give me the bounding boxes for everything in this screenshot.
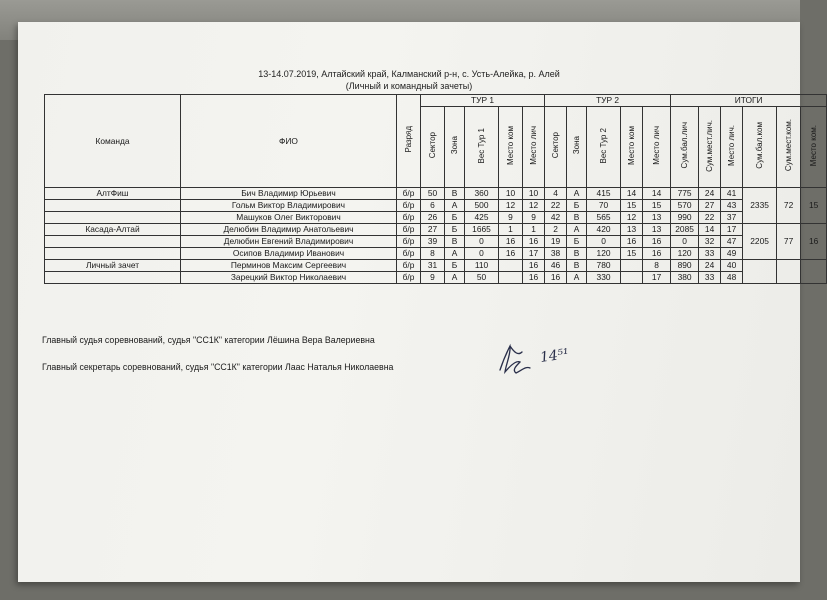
header-zone2: Зона <box>567 107 587 188</box>
rank-cell: б/р <box>397 224 421 236</box>
place-ind2-cell: 16 <box>643 248 671 260</box>
weight1-cell: 500 <box>465 200 499 212</box>
place-ind1-cell: 16 <box>523 272 545 284</box>
team-final-place-cell: 16 <box>801 224 827 260</box>
place-team2-cell <box>621 272 643 284</box>
zone2-cell: В <box>567 248 587 260</box>
name-cell: Делюбин Владимир Анатольевич <box>181 224 397 236</box>
zone2-cell: А <box>567 188 587 200</box>
zone1-cell: Б <box>445 224 465 236</box>
zone2-cell: В <box>567 212 587 224</box>
place-team2-cell <box>621 260 643 272</box>
zone1-cell: Б <box>445 212 465 224</box>
weight2-cell: 415 <box>587 188 621 200</box>
weight2-cell: 780 <box>587 260 621 272</box>
sector2-cell: 42 <box>545 212 567 224</box>
place-team1-cell: 1 <box>499 224 523 236</box>
signature-scribble <box>496 340 542 380</box>
weight1-cell: 0 <box>465 236 499 248</box>
results-table <box>44 94 827 284</box>
final-place-cell: 43 <box>721 200 743 212</box>
place-team1-cell: 16 <box>499 248 523 260</box>
team-sum-place-cell: 77 <box>777 224 801 260</box>
team-final-place-cell: 15 <box>801 188 827 224</box>
table-row <box>45 224 827 236</box>
zone1-cell: Б <box>445 260 465 272</box>
sum-place-cell: 22 <box>699 212 721 224</box>
place-ind1-cell: 1 <box>523 224 545 236</box>
table-row <box>45 236 827 248</box>
header-rank: Разряд <box>397 95 421 188</box>
place-ind1-cell: 16 <box>523 260 545 272</box>
place-team2-cell: 12 <box>621 212 643 224</box>
document-sheet <box>18 22 819 582</box>
place-team1-cell: 10 <box>499 188 523 200</box>
header-place-ind2: Место лич <box>643 107 671 188</box>
header-name: ФИО <box>181 95 397 188</box>
final-place-cell: 37 <box>721 212 743 224</box>
place-team1-cell <box>499 260 523 272</box>
team-cell: Касада-Алтай <box>45 224 181 236</box>
header-zone1: Зона <box>445 107 465 188</box>
name-cell: Делюбин Евгений Владимирович <box>181 236 397 248</box>
name-cell: Гольм Виктор Владимирович <box>181 200 397 212</box>
header-totals: ИТОГИ <box>671 95 827 107</box>
sum-score-cell: 2085 <box>671 224 699 236</box>
zone1-cell: В <box>445 236 465 248</box>
chief-judge-line: Главный судья соревнований, судья "СС1К" категории Лёшина Вера Валериевна <box>42 335 375 345</box>
rank-cell: б/р <box>397 236 421 248</box>
rank-cell: б/р <box>397 260 421 272</box>
header-place-team2: Место ком <box>621 107 643 188</box>
team-cell <box>45 248 181 260</box>
place-ind2-cell: 16 <box>643 236 671 248</box>
team-sum-score-cell: 2335 <box>743 188 777 224</box>
place-ind1-cell: 9 <box>523 212 545 224</box>
sum-score-cell: 0 <box>671 236 699 248</box>
place-team2-cell: 15 <box>621 200 643 212</box>
sector1-cell: 27 <box>421 224 445 236</box>
sum-score-cell: 990 <box>671 212 699 224</box>
table-row <box>45 260 827 272</box>
header-sum-score-team: Сум.бал.ком <box>743 107 777 188</box>
empty-cell <box>777 260 801 284</box>
empty-cell <box>801 260 827 284</box>
sum-place-cell: 32 <box>699 236 721 248</box>
sum-place-cell: 33 <box>699 272 721 284</box>
zone1-cell: А <box>445 200 465 212</box>
rank-cell: б/р <box>397 248 421 260</box>
header-sector1: Сектор <box>421 107 445 188</box>
final-place-cell: 48 <box>721 272 743 284</box>
weight2-cell: 70 <box>587 200 621 212</box>
weight1-cell: 0 <box>465 248 499 260</box>
team-cell: АлтФиш <box>45 188 181 200</box>
weight2-cell: 120 <box>587 248 621 260</box>
team-cell <box>45 200 181 212</box>
place-team1-cell: 16 <box>499 236 523 248</box>
sector1-cell: 31 <box>421 260 445 272</box>
place-ind1-cell: 16 <box>523 236 545 248</box>
sector1-cell: 8 <box>421 248 445 260</box>
weight1-cell: 425 <box>465 212 499 224</box>
final-place-cell: 49 <box>721 248 743 260</box>
zone1-cell: А <box>445 248 465 260</box>
sector2-cell: 4 <box>545 188 567 200</box>
rank-cell: б/р <box>397 188 421 200</box>
header-sum-place-team: Сум.мест.ком. <box>777 107 801 188</box>
weight2-cell: 420 <box>587 224 621 236</box>
place-ind2-cell: 8 <box>643 260 671 272</box>
place-ind2-cell: 13 <box>643 224 671 236</box>
sector1-cell: 26 <box>421 212 445 224</box>
place-ind1-cell: 10 <box>523 188 545 200</box>
zone1-cell: А <box>445 272 465 284</box>
sector1-cell: 39 <box>421 236 445 248</box>
place-ind2-cell: 14 <box>643 188 671 200</box>
table-row <box>45 200 827 212</box>
header-team: Команда <box>45 95 181 188</box>
name-cell: Осипов Владимир Иванович <box>181 248 397 260</box>
sum-score-cell: 775 <box>671 188 699 200</box>
sum-place-cell: 27 <box>699 200 721 212</box>
name-cell: Бич Владимир Юрьевич <box>181 188 397 200</box>
sector2-cell: 2 <box>545 224 567 236</box>
name-cell: Зарецкий Виктор Николаевич <box>181 272 397 284</box>
final-place-cell: 40 <box>721 260 743 272</box>
header-sum-score-ind: Сум.бал.лич <box>671 107 699 188</box>
header-weight1: Вес Тур 1 <box>465 107 499 188</box>
team-cell: Личный зачет <box>45 260 181 272</box>
place-team1-cell: 9 <box>499 212 523 224</box>
final-place-cell: 41 <box>721 188 743 200</box>
place-team2-cell: 16 <box>621 236 643 248</box>
place-ind2-cell: 13 <box>643 212 671 224</box>
sum-place-cell: 14 <box>699 224 721 236</box>
sector2-cell: 16 <box>545 272 567 284</box>
weight2-cell: 0 <box>587 236 621 248</box>
zone2-cell: А <box>567 272 587 284</box>
place-ind1-cell: 12 <box>523 200 545 212</box>
sum-score-cell: 380 <box>671 272 699 284</box>
final-place-cell: 47 <box>721 236 743 248</box>
header-weight2: Вес Тур 2 <box>587 107 621 188</box>
rank-cell: б/р <box>397 200 421 212</box>
zone2-cell: Б <box>567 200 587 212</box>
sum-score-cell: 570 <box>671 200 699 212</box>
table-row <box>45 248 827 260</box>
header-tour1: ТУР 1 <box>421 95 545 107</box>
place-team1-cell <box>499 272 523 284</box>
place-ind2-cell: 15 <box>643 200 671 212</box>
team-sum-score-cell: 2205 <box>743 224 777 260</box>
header-sum-place-ind: Сум.мест.лич. <box>699 107 721 188</box>
chief-secretary-line: Главный секретарь соревнований, судья "СС1К" категории Лаас Наталья Николаевна <box>42 362 394 372</box>
sector2-cell: 46 <box>545 260 567 272</box>
header-final-place-ind: Место лич. <box>721 107 743 188</box>
team-cell <box>45 272 181 284</box>
place-ind1-cell: 17 <box>523 248 545 260</box>
weight1-cell: 110 <box>465 260 499 272</box>
sum-place-cell: 24 <box>699 260 721 272</box>
handwritten-time: 14⁵¹ <box>539 346 571 366</box>
sector1-cell: 6 <box>421 200 445 212</box>
table-row <box>45 188 827 200</box>
name-cell: Машуков Олег Викторович <box>181 212 397 224</box>
rank-cell: б/р <box>397 272 421 284</box>
place-ind2-cell: 17 <box>643 272 671 284</box>
sum-score-cell: 890 <box>671 260 699 272</box>
sector2-cell: 38 <box>545 248 567 260</box>
header-tour2: ТУР 2 <box>545 95 671 107</box>
header-final-place-team: Место ком. <box>801 107 827 188</box>
weight1-cell: 50 <box>465 272 499 284</box>
sum-place-cell: 33 <box>699 248 721 260</box>
sector1-cell: 50 <box>421 188 445 200</box>
table-row <box>45 272 827 284</box>
zone2-cell: Б <box>567 236 587 248</box>
zone2-cell: В <box>567 260 587 272</box>
sector2-cell: 22 <box>545 200 567 212</box>
team-sum-place-cell: 72 <box>777 188 801 224</box>
place-team2-cell: 15 <box>621 248 643 260</box>
place-team2-cell: 14 <box>621 188 643 200</box>
zone2-cell: А <box>567 224 587 236</box>
header-sector2: Сектор <box>545 107 567 188</box>
weight2-cell: 565 <box>587 212 621 224</box>
sector1-cell: 9 <box>421 272 445 284</box>
zone1-cell: В <box>445 188 465 200</box>
weight1-cell: 1665 <box>465 224 499 236</box>
place-team1-cell: 12 <box>499 200 523 212</box>
sector2-cell: 19 <box>545 236 567 248</box>
sum-place-cell: 24 <box>699 188 721 200</box>
name-cell: Перминов Максим Сергеевич <box>181 260 397 272</box>
weight2-cell: 330 <box>587 272 621 284</box>
empty-cell <box>743 260 777 284</box>
weight1-cell: 360 <box>465 188 499 200</box>
table-row <box>45 212 827 224</box>
final-place-cell: 17 <box>721 224 743 236</box>
team-cell <box>45 236 181 248</box>
place-team2-cell: 13 <box>621 224 643 236</box>
header-place-ind1: Место лич <box>523 107 545 188</box>
header-place-team1: Место ком <box>499 107 523 188</box>
document-title: 13-14.07.2019, Алтайский край, Калманский р-н, с. Усть-Алейка, р. Алей <box>258 69 560 79</box>
sum-score-cell: 120 <box>671 248 699 260</box>
rank-cell: б/р <box>397 212 421 224</box>
document-subtitle: (Личный и командный зачеты) <box>345 81 473 91</box>
team-cell <box>45 212 181 224</box>
